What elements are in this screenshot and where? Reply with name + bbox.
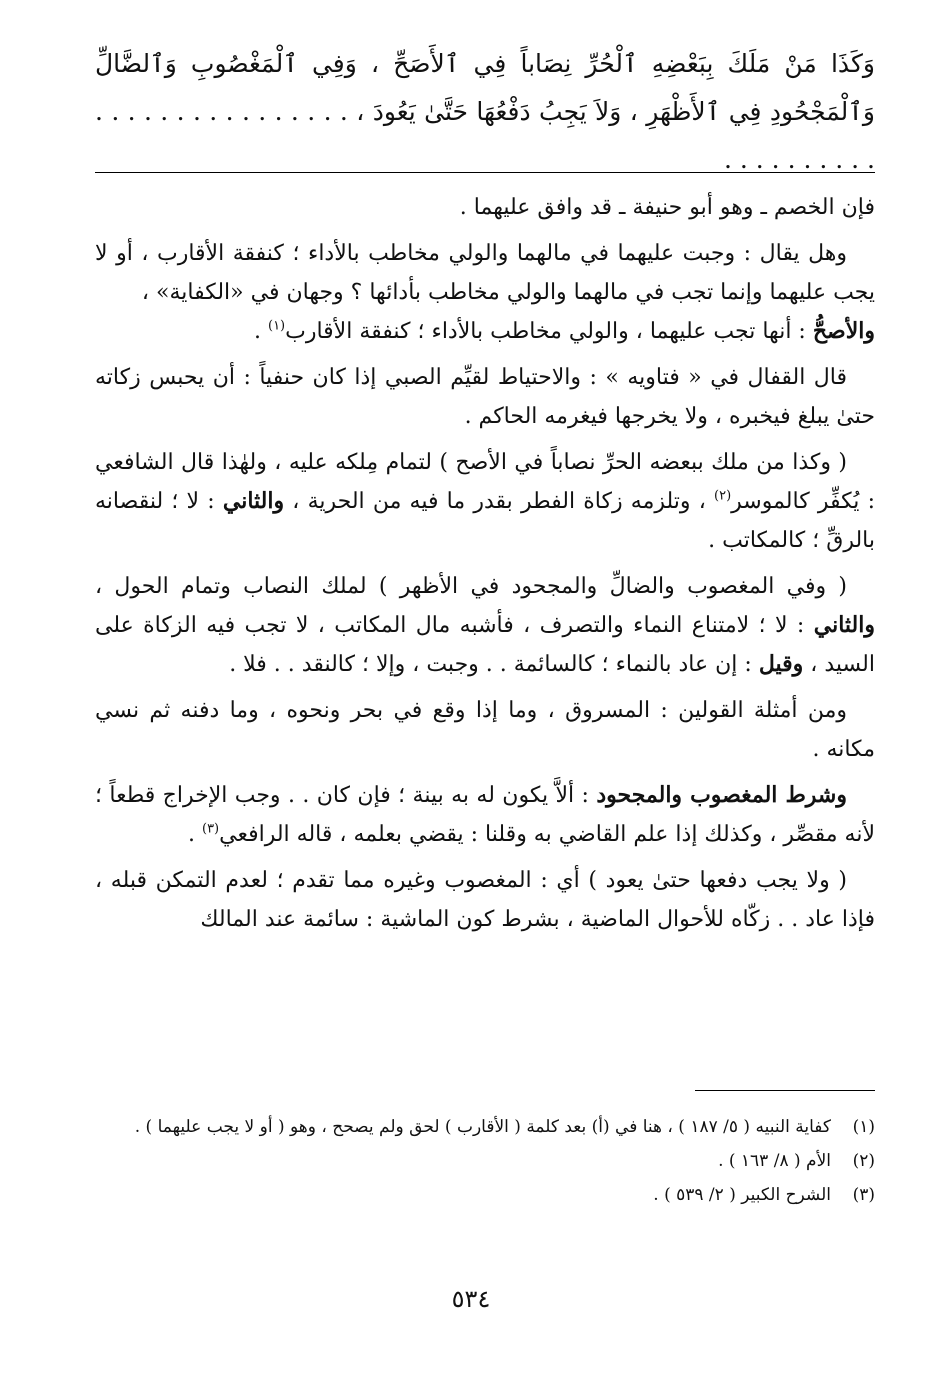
- footnote-ref: (٣): [201, 821, 220, 837]
- paragraph-text: : ألاَّ يكون له به بينة ؛ فإن كان . . وجب الإخراج قطعاً ؛ لأنه مقصِّر ، وكذلك إذا علم القاضي به وقلنا : يقضي بعلمه ، قاله الرافعي: [95, 783, 875, 847]
- commentary-paragraph: [95, 358, 875, 436]
- paragraph-text: : لا ؛ لنقصانه بالرقِّ ؛ كالمكاتب .: [95, 489, 875, 553]
- matn-text: وَكَذَا مَنْ مَلَكَ بِبَعْضِهِ ٱلْحُرِّ نِصَاباً فِي ٱلأَصَحِّ ، وَفِي ٱلْمَغْصُوبِ وَٱلضَّالِّ وَٱلْمَجْحُودِ فِي ٱلأَظْهَرِ ، وَلاَ يَجِبُ دَفْعُهَا حَتَّىٰ يَعُودَ ، . . . . . . . . . . . . . . . . . . . . . . . . . .: [95, 49, 876, 174]
- paragraph-text: .: [187, 822, 202, 847]
- paragraph-text: ، وتلزمه زكاة الفطر بقدر ما فيه من الحرية ،: [292, 489, 714, 514]
- paragraph-text: وهل يقال : وجبت عليهما في مالهما والولي مخاطب بالأداء ؛ كنفقة الأقارب ، أو لا يجب عليهما وإنما تجب في مالهما والولي مخاطب بأدائها ؟ وجهان في «الكفاية» ،: [95, 241, 875, 305]
- commentary-paragraph: [95, 567, 875, 684]
- paragraph-text: : أنها تجب عليهما ، والولي مخاطب بالأداء ؛ كنفقة الأقارب: [285, 319, 813, 344]
- footnote-text: الأم ( ٨/ ١٦٣ ) .: [718, 1151, 831, 1171]
- page-number: ٥٣٤: [451, 1285, 491, 1313]
- commentary-paragraph: [95, 861, 875, 939]
- bold-term: وشرط المغصوب والمجحود: [596, 782, 847, 808]
- footnote-separator: [695, 1090, 875, 1091]
- commentary-paragraph: [95, 188, 875, 227]
- footnote: [95, 1146, 875, 1176]
- paragraph-text: ومن أمثلة القولين : المسروق ، وما إذا وقع في بحر ونحوه ، وما دفنه ثم نسي مكانه .: [95, 698, 875, 762]
- commentary-paragraph: [95, 443, 875, 560]
- footnote: [95, 1180, 875, 1210]
- paragraph-text: ( وفي المغصوب والضالِّ والمجحود في الأظهر ) لملك النصاب وتمام الحول ،: [95, 574, 847, 599]
- footnote-number: (٣): [852, 1185, 875, 1205]
- commentary: [95, 188, 875, 946]
- bold-term: والأصحُّ: [812, 318, 875, 344]
- paragraph-text: .: [253, 319, 268, 344]
- footnotes: [95, 1112, 875, 1214]
- paragraph-text: ( وكذا من ملك ببعضه الحرِّ نصاباً في الأصح ) لتمام مِلكه عليه ، ولهٰذا قال الشافعي : يُكفِّر كالموسر: [95, 450, 875, 514]
- footnote-ref: (١): [267, 318, 286, 334]
- paragraph-text: : لا ؛ لامتناع النماء والتصرف ، فأشبه مال المكاتب ، لا تجب فيه الزكاة على السيد ،: [95, 613, 875, 677]
- footnote-text: الشرح الكبير ( ٢/ ٥٣٩ ) .: [653, 1185, 831, 1205]
- footnote-number: (١): [852, 1117, 875, 1137]
- footnote-number: (٢): [852, 1151, 875, 1171]
- paragraph-text: قال القفال في « فتاويه » : والاحتياط لقيِّم الصبي إذا كان حنفياً : أن يحبس زكاته حتىٰ يبلغ فيخبره ، ولا يخرجها فيغرمه الحاكم .: [95, 365, 875, 429]
- footnote: [95, 1112, 875, 1142]
- bold-term: والثاني: [222, 488, 285, 514]
- commentary-paragraph: [95, 776, 875, 854]
- footnote-text: كفاية النبيه ( ٥/ ١٨٧ ) ، هنا في (أ) بعد كلمة ( الأقارب ) لحق ولم يصحح ، وهو ( أو لا يجب عليهما ) .: [134, 1117, 831, 1137]
- commentary-paragraph: [95, 234, 875, 351]
- paragraph-text: فإن الخصم ـ وهو أبو حنيفة ـ قد وافق عليهما .: [459, 195, 875, 220]
- paragraph-text: : إن عاد بالنماء ؛ كالسائمة . . وجبت ، وإلا ؛ كالنقد . . فلا .: [229, 652, 759, 677]
- bold-term: والثاني: [813, 612, 875, 638]
- commentary-paragraph: [95, 691, 875, 769]
- bold-term: وقيل: [758, 651, 804, 677]
- matn-separator: [95, 172, 875, 173]
- paragraph-text: ( ولا يجب دفعها حتىٰ يعود ) أي : المغصوب وغيره مما تقدم ؛ لعدم التمكن قبله ، فإذا عاد . . زكّاه للأحوال الماضية ، بشرط كون الماشية : سائمة عند المالك: [95, 868, 875, 932]
- footnote-ref: (٢): [714, 488, 732, 504]
